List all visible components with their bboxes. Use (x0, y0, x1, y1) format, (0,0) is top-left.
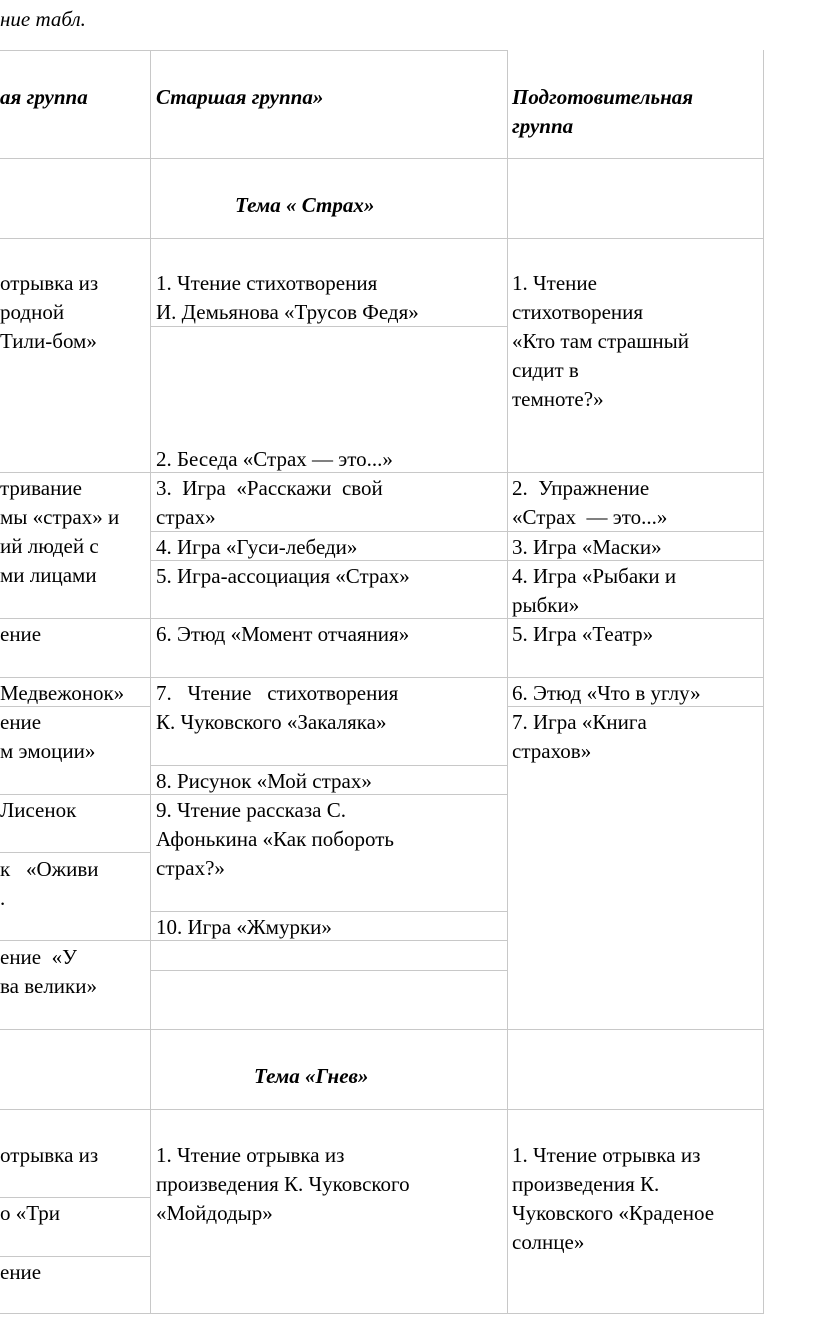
border-h (0, 1256, 151, 1257)
header-senior-group: Старшая группа» (156, 85, 324, 109)
border-h-theme2-top (0, 1029, 764, 1030)
header-middle-group: ая группа (0, 85, 88, 109)
border-h (150, 677, 508, 678)
fear-col2-cell: 7. Чтение стихотворения К. Чуковского «Закаляка» (156, 681, 399, 734)
fear-col2-cell: 4. Игра «Гуси-лебеди» (156, 535, 358, 559)
fear-col1-cell: отрывка из родной Тили-бом» (0, 271, 99, 353)
border-h (0, 940, 151, 941)
header-preparatory-group-line2: группа (512, 114, 574, 138)
anger-col1-cell: отрывка из (0, 1143, 99, 1167)
anger-col1-cell: ение (0, 1260, 42, 1284)
anger-col1-cell: о «Три (0, 1201, 61, 1225)
fear-col2-cell: 6. Этюд «Момент отчаяния» (156, 622, 410, 646)
border-h-theme2-bottom (0, 1109, 764, 1110)
fear-col1-cell: к «Оживи . (0, 857, 99, 910)
border-h (0, 618, 151, 619)
theme-anger-title: Тема «Гнев» (254, 1064, 369, 1088)
fear-col1-cell: ение «У ва велики» (0, 945, 97, 998)
border-h (0, 1197, 151, 1198)
border-h (507, 677, 764, 678)
header-preparatory-group-line1: Подготовительная (512, 85, 694, 109)
fear-col2-cell: 1. Чтение стихотворения И. Демьянова «Трусов Федя» (156, 271, 419, 324)
border-h (0, 794, 151, 795)
border-h (0, 472, 151, 473)
fear-col2-cell: 9. Чтение рассказа С. Афонькина «Как побороть страх?» (156, 798, 394, 880)
fear-col2-cell: 5. Игра-ассоциация «Страх» (156, 564, 410, 588)
fear-col1-cell: тривание мы «страх» и ий людей с ми лицами (0, 476, 120, 587)
anger-col2-cell: 1. Чтение отрывка из произведения К. Чуковского «Мойдодыр» (156, 1143, 410, 1225)
border-h (507, 472, 764, 473)
border-h-bottom (0, 1313, 764, 1314)
border-h (150, 911, 508, 912)
fear-col3-cell: 5. Игра «Театр» (512, 622, 654, 646)
fear-col2-cell: 8. Рисунок «Мой страх» (156, 769, 372, 793)
border-v-col2-col3 (507, 50, 508, 1314)
theme-fear-title: Тема « Страх» (235, 193, 375, 217)
fear-col2-cell: 10. Игра «Жмурки» (156, 915, 332, 939)
fear-col3-cell: 6. Этюд «Что в углу» (512, 681, 701, 705)
fear-col1-cell: Медвежонок» (0, 681, 125, 705)
border-h (0, 677, 151, 678)
fear-col1-cell: Лисенок (0, 798, 77, 822)
fear-col3-cell: 4. Игра «Рыбаки и рыбки» (512, 564, 677, 617)
border-h-header-bottom (0, 158, 764, 159)
fear-col2-cell: 2. Беседа «Страх — это...» (156, 447, 393, 471)
border-h (150, 765, 508, 766)
table-caption: ние табл. (0, 7, 86, 31)
border-h (150, 618, 508, 619)
fear-col3-cell: 1. Чтение стихотворения «Кто там страшный сидит в темноте?» (512, 271, 689, 411)
fear-col3-cell: 3. Игра «Маски» (512, 535, 662, 559)
border-v-right (763, 50, 764, 1314)
border-h-top (0, 50, 508, 51)
fear-col3-cell: 7. Игра «Книга страхов» (512, 710, 647, 763)
border-h (0, 852, 151, 853)
border-v-col1-col2 (150, 50, 151, 1314)
border-h (150, 970, 508, 971)
fear-col1-cell: ение (0, 622, 42, 646)
border-h-theme1-bottom (0, 238, 764, 239)
fear-col2-cell: 3. Игра «Расскажи свой страх» (156, 476, 383, 529)
anger-col3-cell: 1. Чтение отрывка из произведения К. Чуковского «Краденое солнце» (512, 1143, 715, 1254)
fear-col3-cell: 2. Упражнение «Страх — это...» (512, 476, 668, 529)
fear-col1-cell: ение м эмоции» (0, 710, 96, 763)
